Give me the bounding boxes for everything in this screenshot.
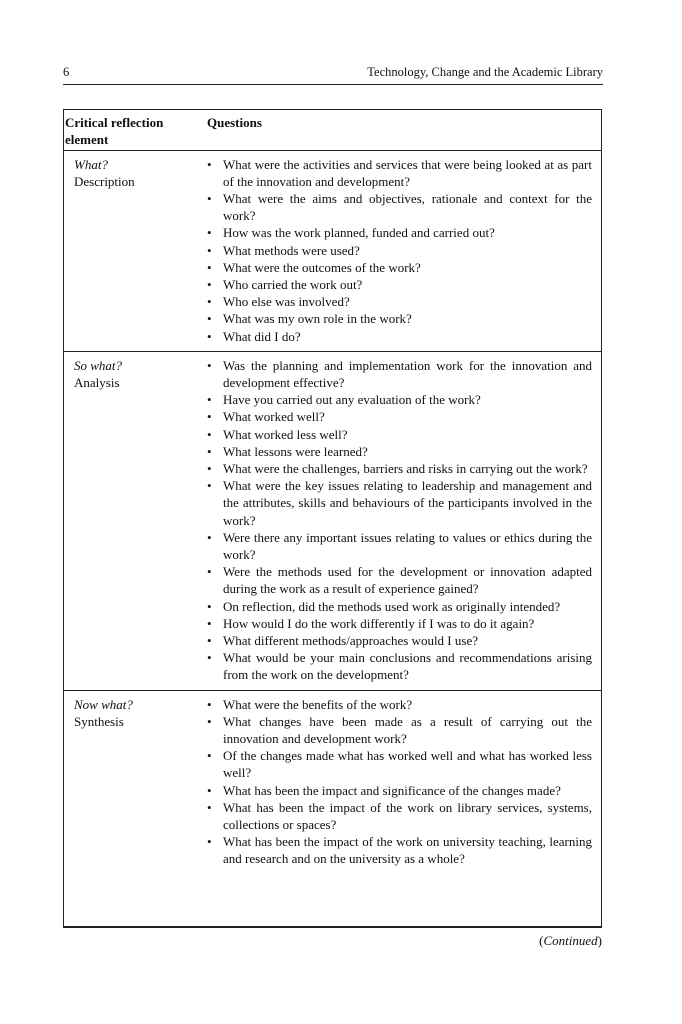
question-item: • Who else was involved? xyxy=(199,293,592,310)
question-item: • What were the aims and objectives, rationale and context for the work? xyxy=(199,190,592,224)
question-item: • What was my own role in the work? xyxy=(199,310,592,327)
question-item: • What different methods/approaches would I use? xyxy=(199,632,592,649)
table-row xyxy=(64,690,601,874)
continued-note: (Continued) xyxy=(539,933,602,948)
question-item: • What has been the impact of the work on library services, systems, collections or spaces? xyxy=(199,799,592,833)
question-item: • What were the challenges, barriers and risks in carrying out the work? xyxy=(199,460,592,477)
question-list xyxy=(199,696,592,868)
reflection-element-label: Now what? xyxy=(74,696,133,712)
questions-cell xyxy=(196,690,601,874)
table-row xyxy=(64,351,601,690)
question-item: • What has been the impact of the work on university teaching, learning and research and on the university as a whole? xyxy=(199,833,592,867)
reflection-element-label: So what? xyxy=(74,357,123,373)
question-list xyxy=(199,156,592,345)
question-item: • What were the activities and services that were being looked at as part of the innovation and development? xyxy=(199,156,592,190)
question-item: • On reflection, did the methods used work as originally intended? xyxy=(199,598,592,615)
question-item: • What were the key issues relating to leadership and management and the attributes, skills and behaviours of the participants involved in the work? xyxy=(199,477,592,529)
reflection-element-label: What? xyxy=(74,156,108,172)
question-item: • Who carried the work out? xyxy=(199,276,592,293)
book-title: Technology, Change and the Academic Library xyxy=(367,65,603,79)
questions-cell xyxy=(196,351,601,690)
question-list xyxy=(199,357,592,684)
reflection-element-cell xyxy=(64,690,196,874)
reflection-element-cell xyxy=(64,351,196,690)
reflection-element-sublabel: Analysis xyxy=(74,374,120,390)
question-item: • Have you carried out any evaluation of the work? xyxy=(199,391,592,408)
question-item: • What lessons were learned? xyxy=(199,443,592,460)
question-item: • What worked well? xyxy=(199,408,592,425)
question-item: • What were the outcomes of the work? xyxy=(199,259,592,276)
reflection-element-sublabel: Synthesis xyxy=(74,713,124,729)
question-item: • What were the benefits of the work? xyxy=(199,696,592,713)
table-row xyxy=(64,150,601,351)
question-item: • What has been the impact and significance of the changes made? xyxy=(199,782,592,799)
question-item: • Were there any important issues relating to values or ethics during the work? xyxy=(199,529,592,563)
reflection-element-sublabel: Description xyxy=(74,173,135,189)
reflection-element-cell xyxy=(64,150,196,351)
questions-cell xyxy=(196,150,601,351)
question-item: • What worked less well? xyxy=(199,426,592,443)
column-header-element: Critical reflection element xyxy=(64,110,196,150)
continued-text: Continued xyxy=(543,933,598,948)
question-item: • Were the methods used for the development or innovation adapted during the work as a result of experience gained? xyxy=(199,563,592,597)
question-item: • How was the work planned, funded and carried out? xyxy=(199,224,592,241)
table-header-row xyxy=(64,110,601,150)
column-header-questions: Questions xyxy=(196,110,601,150)
critical-reflection-table xyxy=(63,109,602,928)
question-item: • Of the changes made what has worked well and what has worked less well? xyxy=(199,747,592,781)
page-number: 6 xyxy=(63,65,70,79)
question-item: • What changes have been made as a result of carrying out the innovation and development work? xyxy=(199,713,592,747)
question-item: • How would I do the work differently if I was to do it again? xyxy=(199,615,592,632)
question-item: • What methods were used? xyxy=(199,242,592,259)
question-item: • What did I do? xyxy=(199,328,592,345)
question-item: • What would be your main conclusions and recommendations arising from the work on the development? xyxy=(199,649,592,683)
running-head xyxy=(63,64,603,85)
question-item: • Was the planning and implementation work for the innovation and development effective? xyxy=(199,357,592,391)
